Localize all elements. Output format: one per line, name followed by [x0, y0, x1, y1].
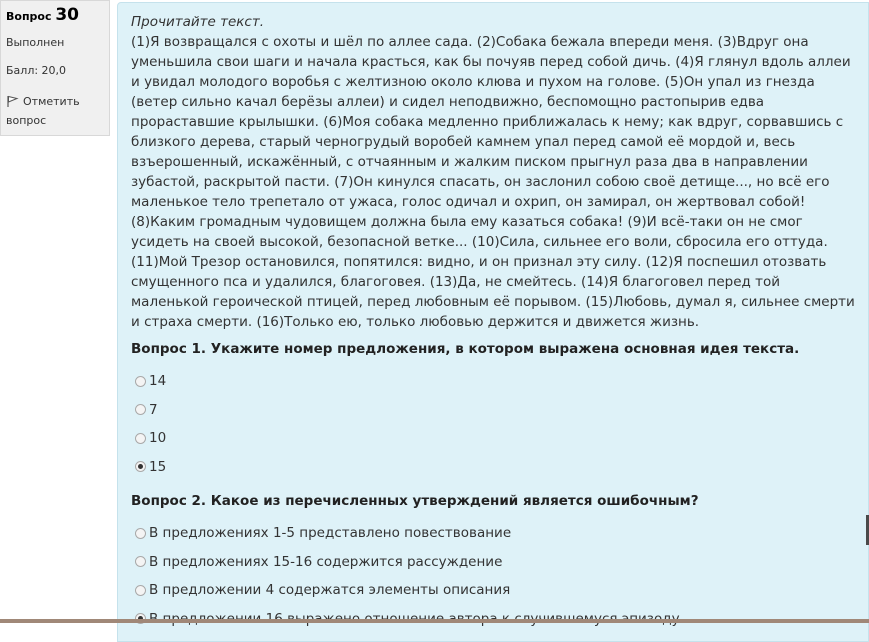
- radio-button[interactable]: [135, 556, 146, 567]
- radio-button[interactable]: [135, 433, 146, 444]
- question-grade: Балл: 20,0: [6, 64, 67, 77]
- question-number: [6, 5, 104, 25]
- question-1-text: Вопрос 1. Укажите номер предложения, в котором выражена основная идея текста.: [131, 341, 800, 357]
- q1-option-selected[interactable]: [131, 453, 855, 482]
- passage-text: (1)Я возвращался с охоты и шёл по аллее сада. (2)Собака бежала впереди меня. (3)Вдруг она уменьшила свои шаги и начала красться, как бы почуяв перед собой дичь. (4)Я глянул вдоль аллеи и увидал молодого воробья с желтизною около клюва и пухом на голове. (5)Он упал из гнезда (ветер сильно качал берёзы аллеи) и сидел неподвижно, беспомощно растопырив едва прораставшие крылышки. (6)Моя собака медленно приближалась к нему; как вдруг, сорвавшись с близкого дерева, старый черногрудый воробей камнем упал перед самой её мордой и, весь взъерошенный, искажённый, с отчаянным и жалким писком прыгнул раза два в направлении зубастой, раскрытой пасти. (7)Он кинулся спасать, он заслонил собою своё детище..., но всё его маленькое тело трепетало от ужаса, голос одичал и охрип, он замирал, он жертвовал собой! (8)Каким громадным чудовищем должна была ему казаться собака! (9)И всё-таки он не смог усидеть на своей высокой, безопасной ветке... (10)Сила, сильнее его воли, сбросила его оттуда. (11)Мой Трезор остановился, попятился: видно, и он признал эту силу. (12)Я поспешил отозвать смущенного пса и удалился, благоговея. (13)Да, не смейтесь. (14)Я благоговел перед той маленькой героической птицей, перед любовным её порывом. (15)Любовь, думал я, сильнее смерти и страха смерти. (16)Только ею, только любовью держится и движется жизнь.: [131, 34, 855, 330]
- flag-label[interactable]: Отметить: [23, 95, 80, 108]
- flag-question-link[interactable]: [6, 92, 104, 130]
- q1-option[interactable]: [131, 396, 855, 425]
- option-label[interactable]: В предложениях 1-5 представлено повествование: [149, 525, 512, 542]
- window-bottom-edge: [0, 619, 869, 623]
- option-label[interactable]: 7: [149, 401, 158, 418]
- q2-option[interactable]: [131, 576, 855, 605]
- q2-option[interactable]: [131, 548, 855, 577]
- question-number-value: 30: [55, 5, 80, 25]
- question-2-answers: [131, 519, 855, 633]
- radio-button[interactable]: [135, 404, 146, 415]
- q2-option[interactable]: [131, 519, 855, 548]
- option-label[interactable]: В предложениях 15-16 содержится рассуждение: [149, 553, 503, 570]
- radio-button[interactable]: [135, 376, 146, 387]
- q1-option[interactable]: [131, 367, 855, 396]
- q1-option[interactable]: [131, 424, 855, 453]
- option-label[interactable]: 10: [149, 430, 167, 447]
- question-content: [117, 2, 869, 642]
- flag-icon: [6, 95, 19, 107]
- radio-button[interactable]: [135, 585, 146, 596]
- question-state: Выполнен: [6, 36, 65, 49]
- question-1-answers: [131, 367, 855, 481]
- option-label[interactable]: В предложении 4 содержатся элементы описания: [149, 582, 511, 599]
- intro-text: Прочитайте текст.: [131, 14, 265, 30]
- radio-button[interactable]: [135, 528, 146, 539]
- question-info-panel: [0, 0, 110, 136]
- flag-label-2[interactable]: вопрос: [6, 114, 47, 127]
- option-label[interactable]: 14: [149, 373, 167, 390]
- question-2-text: Вопрос 2. Какое из перечисленных утверждений является ошибочным?: [131, 493, 699, 509]
- question-label: Вопрос: [6, 10, 52, 23]
- radio-button-checked[interactable]: [135, 461, 146, 472]
- option-label[interactable]: 15: [149, 458, 167, 475]
